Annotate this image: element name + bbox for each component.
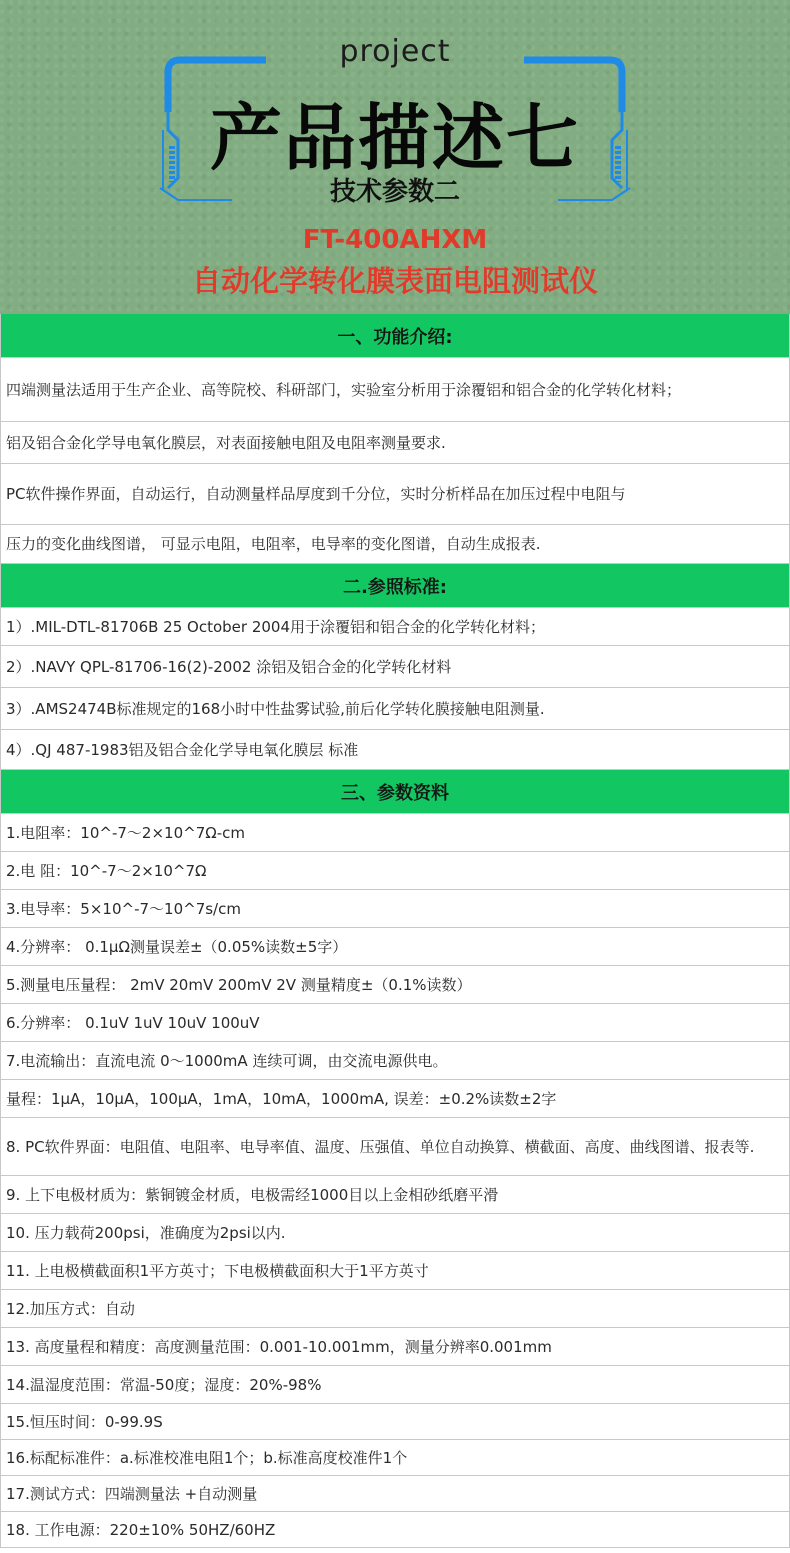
table-row: 15.恒压时间：0-99.9S: [1, 1404, 789, 1440]
table-row: 7.电流输出：直流电流 0～1000mA 连续可调，由交流电源供电。: [1, 1042, 789, 1080]
product-model: FT-400AHXM: [302, 225, 488, 255]
table-row: 17.测试方式：四端测量法 +自动测量: [1, 1476, 789, 1512]
section-subtitle: 技术参数二: [329, 177, 460, 207]
table-row: 10. 压力载荷200psi，准确度为2psi以内.: [1, 1214, 789, 1252]
table-row: 6.分辨率： 0.1uV 1uV 10uV 100uV: [1, 1004, 789, 1042]
table-row: 18. 工作电源：220±10% 50HZ/60HZ: [1, 1512, 789, 1548]
table-row: 2.电 阻：10^-7～2×10^7Ω: [1, 852, 789, 890]
table-row: 四端测量法适用于生产企业、高等院校、科研部门，实验室分析用于涂覆铝和铝合金的化学转化材料；: [1, 358, 789, 422]
table-row: 1）.MIL-DTL-81706B 25 October 2004用于涂覆铝和铝合金的化学转化材料；: [1, 608, 789, 646]
table-row: 3）.AMS2474B标准规定的168小时中性盐雾试验,前后化学转化膜接触电阻测量.: [1, 688, 789, 730]
table-row: PC软件操作界面，自动运行，自动测量样品厚度到千分位，实时分析样品在加压过程中电阻与: [1, 464, 789, 525]
table-row: 14.温湿度范围：常温-50度；湿度：20%-98%: [1, 1366, 789, 1404]
table-row: 5.测量电压量程： 2mV 20mV 200mV 2V 测量精度±（0.1%读数）: [1, 966, 789, 1004]
product-name: 自动化学转化膜表面电阻测试仪: [191, 264, 598, 298]
header-banner: [0, 0, 790, 314]
table-row: 4）.QJ 487-1983铝及铝合金化学导电氧化膜层 标准: [1, 730, 789, 770]
table-row: 量程：1μA，10μA，100μA，1mA，10mA，1000mA, 误差：±0.2%读数±2字: [1, 1080, 789, 1118]
table-row: 8. PC软件界面：电阻值、电阻率、电导率值、温度、压强值、单位自动换算、横截面、高度、曲线图谱、报表等.: [1, 1118, 789, 1176]
spec-table: [0, 314, 790, 1548]
table-row: 4.分辨率： 0.1μΩ测量误差±（0.05%读数±5字）: [1, 928, 789, 966]
table-row: 11. 上电极横截面积1平方英寸；下电极横截面积大于1平方英寸: [1, 1252, 789, 1290]
section-header-standards: 二.参照标准:: [1, 564, 789, 608]
section-header-function: 一、功能介绍:: [1, 314, 789, 358]
table-row: 2）.NAVY QPL-81706-16(2)-2002 涂铝及铝合金的化学转化材料: [1, 646, 789, 688]
table-row: 13. 高度量程和精度：高度测量范围：0.001-10.001mm，测量分辨率0.001mm: [1, 1328, 789, 1366]
table-row: 铝及铝合金化学导电氧化膜层，对表面接触电阻及电阻率测量要求.: [1, 422, 789, 464]
table-row: 1.电阻率：10^-7～2×10^7Ω-cm: [1, 814, 789, 852]
english-subtitle: project: [339, 34, 451, 69]
table-row: 3.电导率：5×10^-7～10^7s/cm: [1, 890, 789, 928]
table-row: 16.标配标准件：a.标准校准电阻1个；b.标准高度校准件1个: [1, 1440, 789, 1476]
page-title: 产品描述七: [209, 96, 580, 180]
table-row: 12.加压方式：自动: [1, 1290, 789, 1328]
section-header-parameters: 三、参数资料: [1, 770, 789, 814]
table-row: 9. 上下电极材质为：紫铜镀金材质，电极需经1000目以上金相砂纸磨平滑: [1, 1176, 789, 1214]
table-row: 压力的变化曲线图谱， 可显示电阻，电阻率，电导率的变化图谱，自动生成报表.: [1, 525, 789, 564]
